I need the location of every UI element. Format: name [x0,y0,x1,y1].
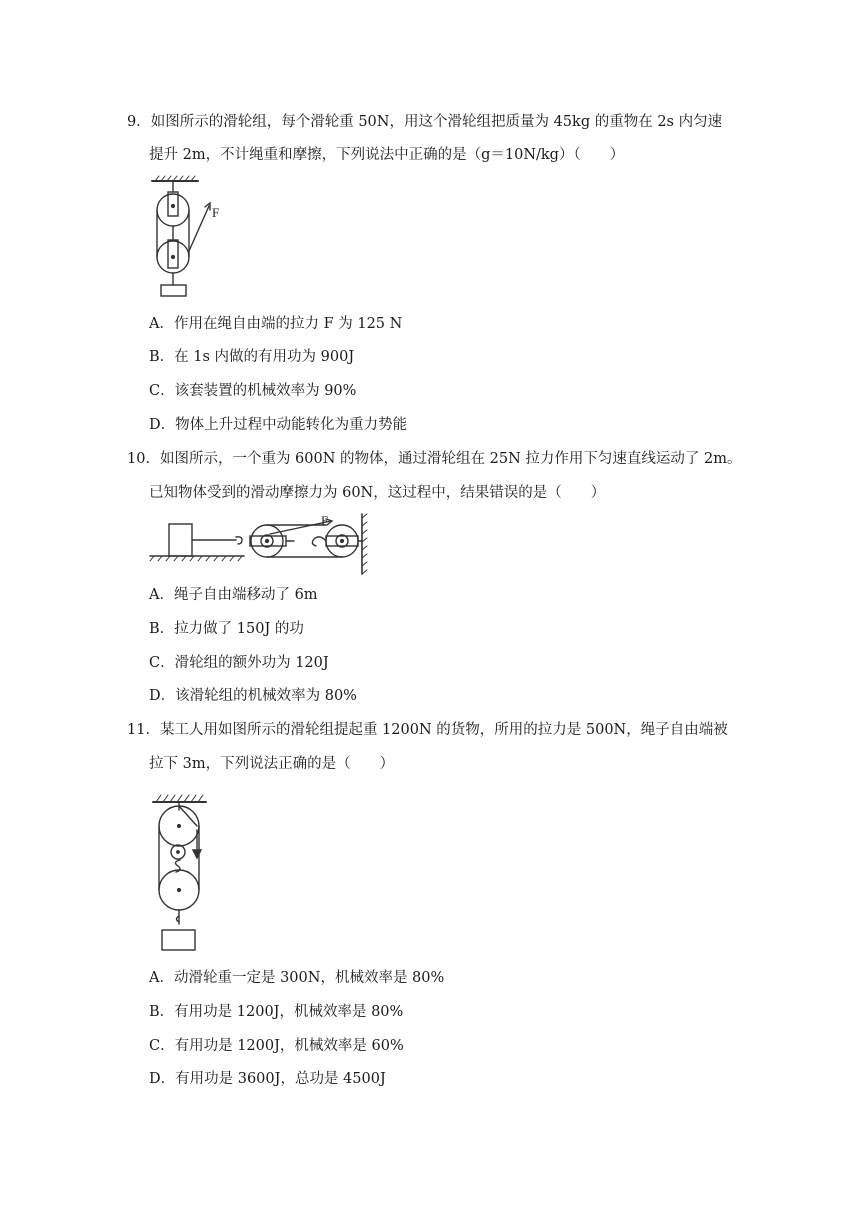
q9-option-b[interactable]: B．在 1s 内做的有用功为 900J [149,349,355,365]
q9-pulley-figure [150,176,230,298]
q9-stem-line1: 9．如图所示的滑轮组，每个滑轮重 50N，用这个滑轮组把质量为 45kg 的重物在 2s 内匀速 [127,114,723,130]
q9-option-d[interactable]: D．物体上升过程中动能转化为重力势能 [149,417,408,433]
q10-option-d[interactable]: D．该滑轮组的机械效率为 80% [149,688,357,704]
q9-option-a[interactable]: A．作用在绳自由端的拉力 F 为 125 N [149,316,403,332]
q10-option-c[interactable]: C．滑轮组的额外功为 120J [149,655,329,671]
q11-option-c[interactable]: C．有用功是 1200J，机械效率是 60% [149,1038,404,1054]
q10-option-a[interactable]: A．绳子自由端移动了 6m [149,587,318,603]
q11-stem-line1: 11．某工人用如图所示的滑轮组提起重 1200N 的货物，所用的拉力是 500N，绳子自由端被 [127,722,728,738]
q11-stem-line2: 拉下 3m，下列说法正确的是（ ） [149,756,395,772]
q9-stem-line2: 提升 2m，不计绳重和摩擦，下列说法中正确的是（g＝10N/kg）（ ） [149,147,625,163]
q11-option-d[interactable]: D．有用功是 3600J，总功是 4500J [149,1071,386,1087]
q10-option-b[interactable]: B．拉力做了 150J 的功 [149,621,304,637]
q10-force-label: F [321,513,329,528]
q10-stem-line2: 已知物体受到的滑动摩擦力为 60N，这过程中，结果错误的是（ ） [149,485,606,501]
q10-pulley-figure [150,512,370,576]
q11-option-b[interactable]: B．有用功是 1200J，机械效率是 80% [149,1004,404,1020]
q11-pulley-figure [150,786,220,954]
q9-force-label: F [212,205,220,220]
q10-stem-line1: 10．如图所示，一个重为 600N 的物体，通过滑轮组在 25N 拉力作用下匀速直线运动了 2m。 [127,451,742,467]
q11-option-a[interactable]: A．动滑轮重一定是 300N，机械效率是 80% [149,970,445,986]
q9-option-c[interactable]: C．该套装置的机械效率为 90% [149,383,357,399]
